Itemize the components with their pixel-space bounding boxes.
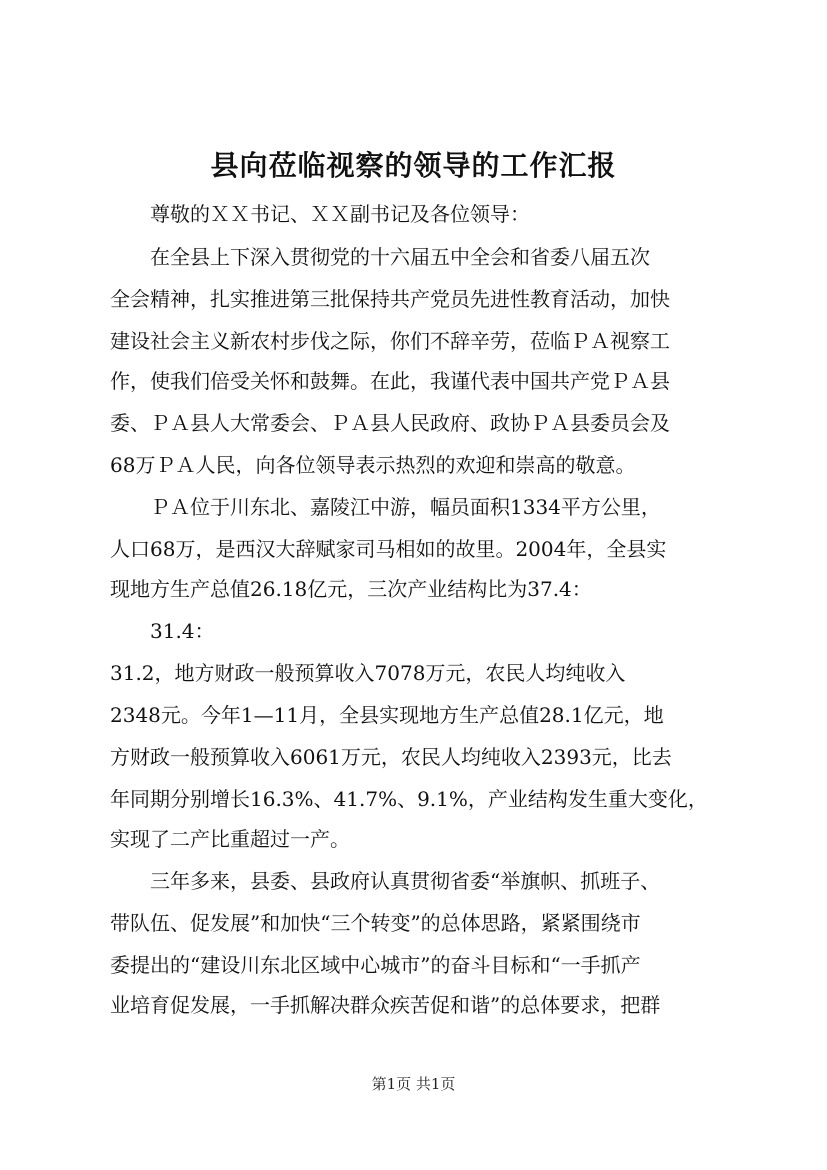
body-line: 委提出的“建设川东北区域中心城市”的奋斗目标和“一手抓产 [110, 953, 641, 977]
body-line: 作，使我们倍受关怀和鼓舞。在此，我谨代表中国共产党ＰＡ县 [110, 369, 670, 393]
body-line: 全会精神，扎实推进第三批保持共产党员先进性教育活动，加快 [110, 287, 670, 311]
body-line: 三年多来，县委、县政府认真贯彻省委“举旗帜、抓班子、 [150, 869, 661, 893]
body-line: 年同期分别增长16.3%、41.7%、9.1%，产业结构发生重大变化， [110, 787, 708, 811]
body-line: 31.2，地方财政一般预算收入7078万元，农民人均纯收入 [110, 661, 626, 685]
body-line: 2348元。今年1—11月，全县实现地方生产总值28.1亿元，地 [110, 703, 664, 727]
body-line: 在全县上下深入贯彻党的十六届五中全会和省委八届五次 [150, 245, 650, 269]
page-footer: 第1页 共1页 [371, 1075, 456, 1093]
body-line: 业培育促发展，一手抓解决群众疾苦促和谐”的总体要求，把群 [110, 993, 661, 1017]
document-title: 县向莅临视察的领导的工作汇报 [210, 149, 617, 182]
body-line: 31.4： [150, 619, 215, 643]
salutation-line: 尊敬的ＸＸ书记、ＸＸ副书记及各位领导： [150, 202, 530, 226]
body-line: 68万ＰＡ人民，向各位领导表示热烈的欢迎和崇高的敬意。 [110, 453, 636, 477]
body-line: 人口68万，是西汉大辞赋家司马相如的故里。2004年，全县实 [110, 537, 667, 561]
body-line: 带队伍、促发展”和加快“三个转变”的总体思路，紧紧围绕市 [110, 911, 641, 935]
body-line: 实现了二产比重超过一产。 [110, 827, 350, 851]
body-line: 建设社会主义新农村步伐之际，你们不辞辛劳，莅临ＰＡ视察工 [110, 329, 670, 353]
body-line: 方财政一般预算收入6061万元，农民人均纯收入2393元，比去 [110, 745, 672, 769]
body-line: 现地方生产总值26.18亿元，三次产业结构比为37.4： [110, 577, 592, 601]
body-line: ＰＡ位于川东北、嘉陵江中游，幅员面积1334平方公里， [150, 495, 661, 519]
body-line: 委、ＰＡ县人大常委会、ＰＡ县人民政府、政协ＰＡ县委员会及 [110, 411, 670, 435]
